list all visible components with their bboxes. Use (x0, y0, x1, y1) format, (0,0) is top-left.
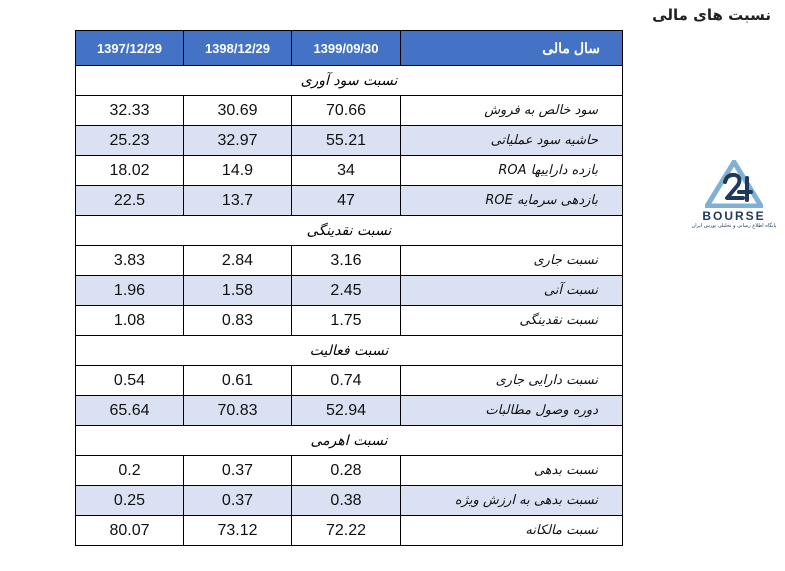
ratio-label: نسبت مالکانه (401, 516, 623, 546)
value-cell: 0.83 (184, 306, 292, 336)
table-row (76, 276, 623, 306)
year-header-1: 1399/09/30 (292, 31, 401, 66)
value-cell: 80.07 (76, 516, 184, 546)
table-row (76, 126, 623, 156)
section-row (76, 426, 623, 456)
ratio-label: حاشیه سود عملیاتی (401, 126, 623, 156)
table-row (76, 456, 623, 486)
section-title: نسبت سود آوری (76, 66, 623, 96)
ratio-label: نسبت جاری (401, 246, 623, 276)
value-cell: 13.7 (184, 186, 292, 216)
value-cell: 25.23 (76, 126, 184, 156)
fiscal-year-header: سال مالی (401, 31, 623, 66)
table-row (76, 516, 623, 546)
value-cell: 1.08 (76, 306, 184, 336)
value-cell: 52.94 (292, 396, 401, 426)
bourse-logo (688, 160, 780, 240)
value-cell: 70.83 (184, 396, 292, 426)
financial-ratios-table (75, 30, 623, 546)
section-row (76, 336, 623, 366)
value-cell: 18.02 (76, 156, 184, 186)
ratio-label: نسبت آنی (401, 276, 623, 306)
value-cell: 14.9 (184, 156, 292, 186)
value-cell: 2.45 (292, 276, 401, 306)
value-cell: 73.12 (184, 516, 292, 546)
ratio-label: نسبت بدهی به ارزش ویژه (401, 486, 623, 516)
value-cell: 65.64 (76, 396, 184, 426)
value-cell: 1.96 (76, 276, 184, 306)
value-cell: 70.66 (292, 96, 401, 126)
value-cell: 0.74 (292, 366, 401, 396)
value-cell: 32.97 (184, 126, 292, 156)
ratio-label: بازده داراییها ROA (401, 156, 623, 186)
value-cell: 3.16 (292, 246, 401, 276)
value-cell: 72.22 (292, 516, 401, 546)
table-row (76, 396, 623, 426)
value-cell: 0.54 (76, 366, 184, 396)
value-cell: 1.58 (184, 276, 292, 306)
value-cell: 34 (292, 156, 401, 186)
value-cell: 1.75 (292, 306, 401, 336)
value-cell: 0.28 (292, 456, 401, 486)
value-cell: 0.37 (184, 486, 292, 516)
table-header-row (76, 31, 623, 66)
section-row (76, 216, 623, 246)
section-row (76, 66, 623, 96)
table-row (76, 156, 623, 186)
table-row (76, 96, 623, 126)
ratio-label: نسبت دارایی جاری (401, 366, 623, 396)
value-cell: 47 (292, 186, 401, 216)
ratio-label: بازدهی سرمایه ROE (401, 186, 623, 216)
section-title: نسبت فعالیت (76, 336, 623, 366)
table-row (76, 486, 623, 516)
year-header-3: 1397/12/29 (76, 31, 184, 66)
ratio-label: سود خالص به فروش (401, 96, 623, 126)
section-title: نسبت اهرمی (76, 426, 623, 456)
table-row (76, 306, 623, 336)
bourse-logo-icon (705, 160, 763, 208)
value-cell: 22.5 (76, 186, 184, 216)
value-cell: 0.2 (76, 456, 184, 486)
value-cell: 32.33 (76, 96, 184, 126)
value-cell: 0.25 (76, 486, 184, 516)
logo-tagline: پایگاه اطلاع رسانی و تحلیلی بورس ایران (691, 223, 777, 229)
value-cell: 30.69 (184, 96, 292, 126)
logo-brand-text: BOURSE (702, 209, 766, 223)
year-header-2: 1398/12/29 (184, 31, 292, 66)
table-row (76, 366, 623, 396)
value-cell: 0.38 (292, 486, 401, 516)
value-cell: 0.61 (184, 366, 292, 396)
value-cell: 55.21 (292, 126, 401, 156)
table-row (76, 246, 623, 276)
value-cell: 2.84 (184, 246, 292, 276)
page-title: نسبت های مالی (652, 6, 771, 24)
value-cell: 3.83 (76, 246, 184, 276)
value-cell: 0.37 (184, 456, 292, 486)
ratio-label: نسبت بدهی (401, 456, 623, 486)
ratio-label: دوره وصول مطالبات (401, 396, 623, 426)
table-row (76, 186, 623, 216)
section-title: نسبت نقدینگی (76, 216, 623, 246)
ratio-label: نسبت نقدینگی (401, 306, 623, 336)
